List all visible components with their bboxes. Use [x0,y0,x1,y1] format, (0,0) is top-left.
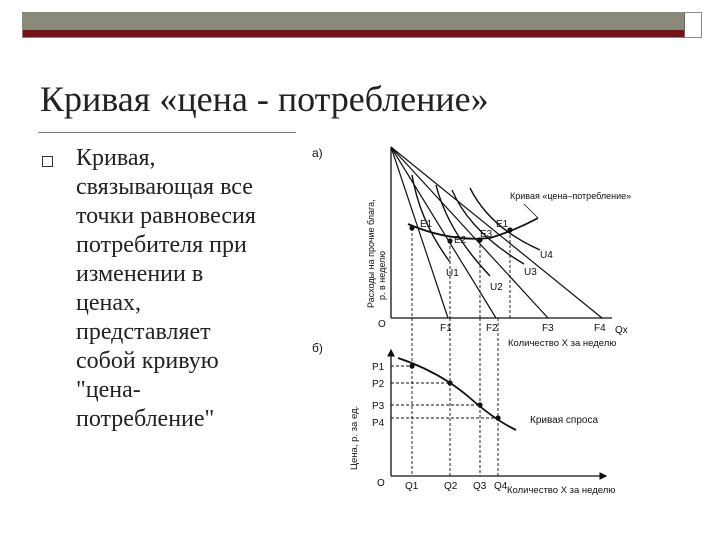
bullet-text: Кривая, связывающая все точки равновесия потребителя при изменении в ценах, представляет собой кривую "цена- потребление" [76,145,256,432]
price-label-p4: P4 [372,418,385,429]
panel-a-ylabel-line2: р. в неделю [377,250,387,300]
point-label-e4: E1 [496,219,509,230]
intercept-label-f2: F2 [486,323,498,334]
slide-title: Кривая «цена - потребление» [40,79,489,119]
curve-label-u2: U2 [490,282,503,293]
point-label-e1: E1 [420,219,433,230]
quantity-label-q2: Q2 [444,481,458,492]
panel-a-label: а) [312,146,323,160]
panel-b-label: б) [312,341,323,355]
panel-b-origin: O [377,478,385,489]
budget-line-1 [391,147,448,318]
panel-b-ylabel: Цена, р. за ед. [349,405,360,470]
curve-label-pointer [524,204,538,218]
curve-label-u4: U4 [540,250,553,261]
panel-a-origin: O [378,319,386,330]
panel-a-xlabel: Количество X за неделю [508,338,617,349]
demand-curve-label: Кривая спроса [530,415,599,426]
price-label-p1: P1 [372,362,385,373]
quantity-label-q1: Q1 [405,481,419,492]
price-label-p3: P3 [372,401,385,412]
intercept-label-f1: F1 [440,323,452,334]
panel-a-x-axis-end: Qx [615,325,628,336]
panel-b-xlabel: Количество X за неделю [507,485,616,496]
panel-a-ylabel-line1: Расходы на прочие блага, [366,199,376,308]
budget-line-3 [391,147,548,318]
quantity-label-q3: Q3 [473,481,487,492]
point-label-e2: E2 [454,235,467,246]
intercept-label-f3: F3 [542,323,554,334]
price-consumption-curve-label: Кривая «цена–потребление» [510,191,632,201]
curve-label-u1: U1 [446,268,459,279]
price-label-p2: P2 [372,379,385,390]
point-label-e3: E3 [480,229,493,240]
curve-label-u3: U3 [524,267,537,278]
intercept-label-f4: F4 [594,323,606,334]
quantity-label-q4: Q4 [494,481,508,492]
